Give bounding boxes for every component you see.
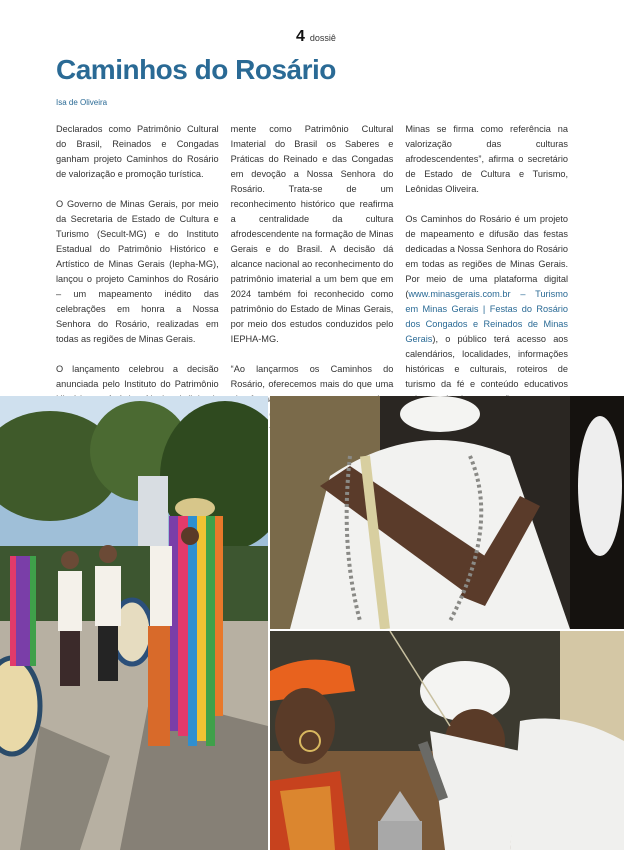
dancers-illustration — [0, 396, 268, 850]
paragraph: “Ao lançarmos os Caminhos do Rosário, oferecemos mais do que uma — [230, 364, 394, 389]
celebration-illustration — [270, 631, 624, 850]
page-number: 4 — [296, 28, 305, 45]
author-byline: Isa de Oliveira — [56, 98, 108, 107]
photo-celebration — [270, 631, 624, 850]
paragraph: Minas se firma como referência na valorização das culturas afrodescendentes”, afirma o secretário de Estado de Cultura e Turismo, Leônidas Oliveira. — [405, 124, 569, 194]
photo-rosary-robe — [270, 396, 624, 629]
photo-grid — [0, 396, 624, 850]
section-label: dossiê — [309, 33, 336, 43]
paragraph: O Governo de Minas Gerais, por meio da Secretaria de Estado de Cultura e Turismo (Secult-MG) e do Instituto Estadual do Patrimônio Histórico e Artístico de Minas Gerais (Iepha-MG), lançou o projeto Caminhos do Rosário – um mapeamento inédito das celebrações em honra a Nossa Senhora do Rosário, realizadas em todas as regiões de Minas Gerais. — [56, 199, 219, 344]
photo-congado-dancers — [0, 396, 268, 850]
rosary-illustration — [270, 396, 624, 629]
paragraph: O lançamento celebrou a decisão anunciada pelo Instituto do Patrimônio — [56, 364, 219, 389]
paragraph: Declarados como Patrimônio Cultural do Brasil, Reinados e Congadas ganham projeto Caminhos do Rosário de valorização e promoção turística. — [56, 124, 219, 179]
text-span: ), o público terá acesso aos calendários, localidades, informações históricas e culturais, roteiros de turismo da fé e conteúdo educativos — [405, 334, 569, 389]
paragraph-with-link — [405, 212, 568, 407]
website-link[interactable]: www.minasgerais.com.br – Turismo em Minas Gerais | Festas do Rosário dos Congados e Reinados de Minas Gerais — [405, 289, 569, 344]
page-header — [296, 28, 336, 46]
paragraph: mente como Patrimônio Cultural Imaterial do Brasil os Saberes e Práticas do Reinado e das Congadas em devoção a Nossa Senhora do Rosário. Trata-se de um reconhecimento histórico que reafirma a centralidade da cultura afrodescendente na formação de Minas Gerais e do Brasil. A decisão dá alcance nacional ao reconhecimento do patrimônio imaterial a um bem que em 2024 também foi reconhecido como patrimônio do Estado de Minas Gerais, por meio dos estudos conduzidos pelo IEPHA-MG. — [230, 124, 394, 344]
article-title: Caminhos do Rosário — [56, 54, 336, 85]
text-span: Os Caminhos do Rosário é um projeto de mapeamento e difusão das festas dedicadas a Nossa Senhora do Rosário em todas as regiões de Minas Gerais. Por meio de uma plataforma digital ( — [405, 214, 569, 299]
